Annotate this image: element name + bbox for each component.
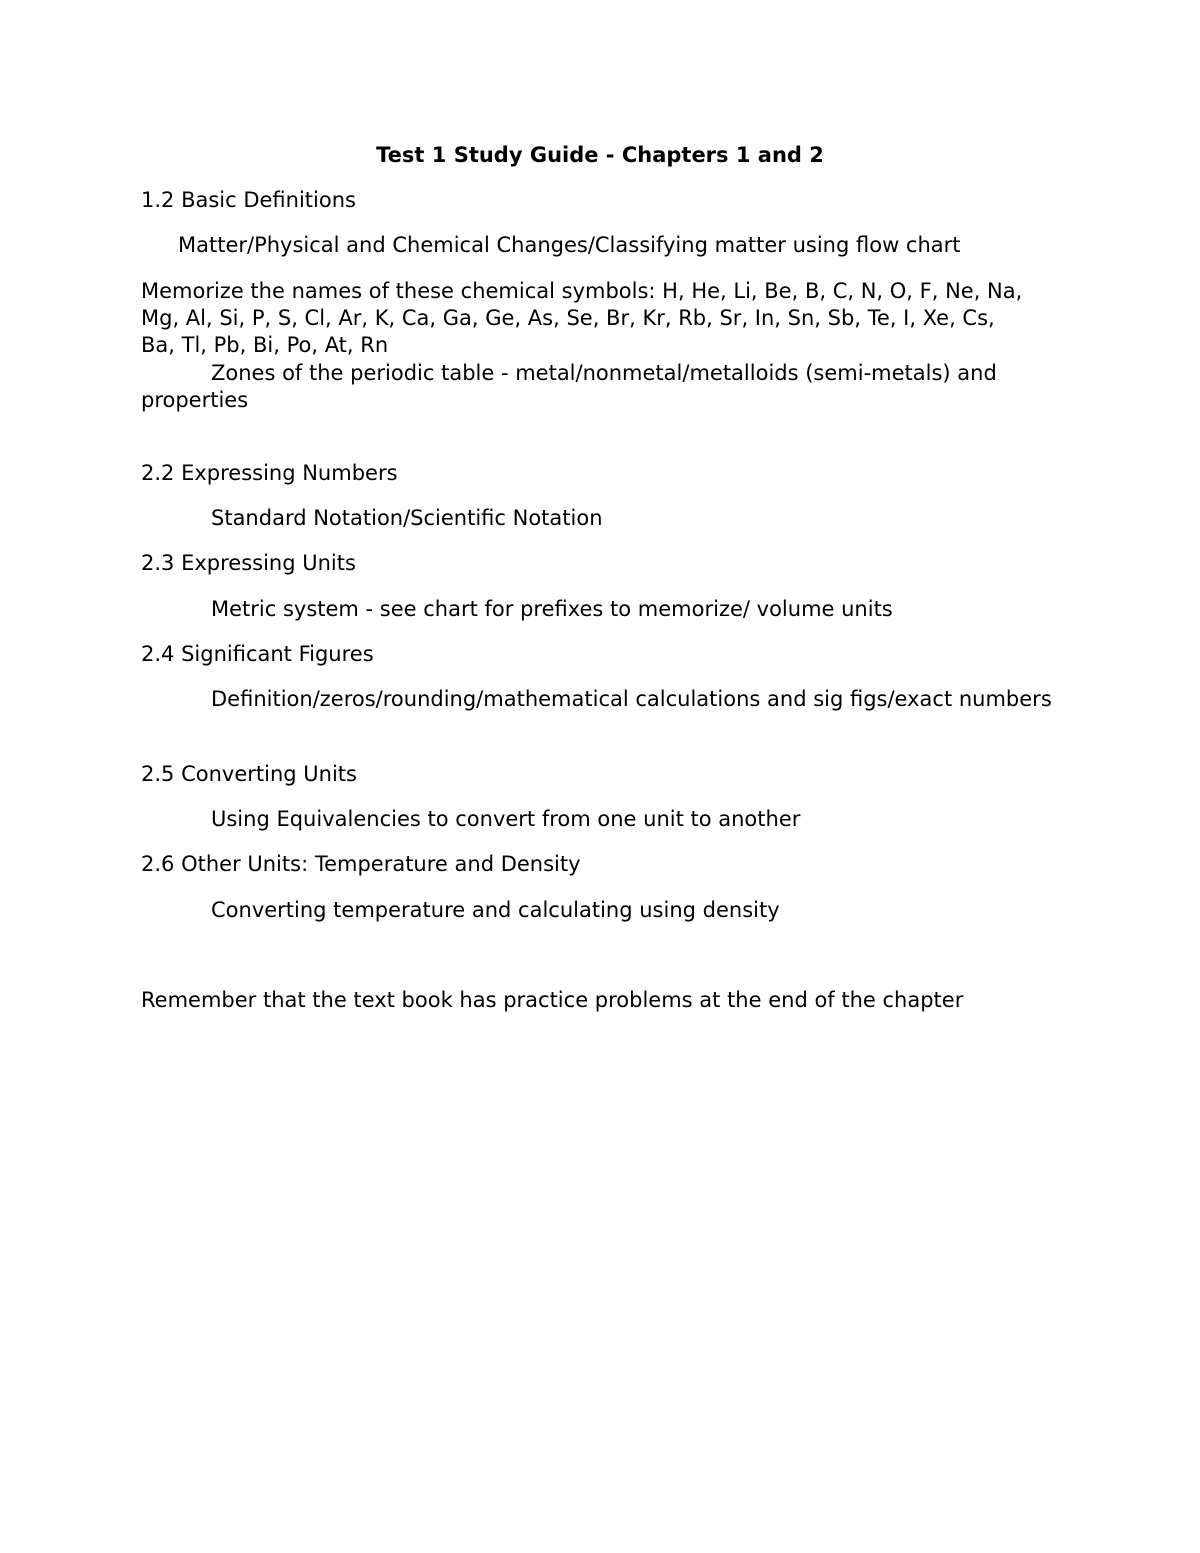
section-topics-expressing-numbers: Standard Notation/Scientific Notation (211, 506, 603, 530)
periodic-table-zones: Zones of the periodic table - metal/nonmetal/metalloids (semi-metals) and properties (141, 361, 997, 412)
section-topics-converting-units: Using Equivalencies to convert from one unit to another (211, 807, 801, 831)
closing-note: Remember that the text book has practice problems at the end of the chapter (141, 988, 964, 1012)
section-heading-expressing-units: 2.3 Expressing Units (141, 551, 356, 575)
section-topics-other-units: Converting temperature and calculating using density (211, 898, 780, 922)
section-topics-expressing-units: Metric system - see chart for prefixes to memorize/ volume units (211, 597, 893, 621)
memorize-symbols-line-2: Mg, Al, Si, P, S, Cl, Ar, K, Ca, Ga, Ge, As, Se, Br, Kr, Rb, Sr, In, Sn, Sb, Te, I, Xe, Cs, (141, 306, 995, 330)
section-topics-significant-figures: Definition/zeros/rounding/mathematical calculations and sig figs/exact numbers (211, 687, 1052, 711)
section-heading-expressing-numbers: 2.2 Expressing Numbers (141, 461, 398, 485)
section-topics-basic-definitions: Matter/Physical and Chemical Changes/Classifying matter using flow chart (178, 233, 961, 257)
document-title: Test 1 Study Guide - Chapters 1 and 2 (376, 143, 824, 167)
section-heading-other-units: 2.6 Other Units: Temperature and Density (141, 852, 581, 876)
memorize-symbols-line-3: Ba, Tl, Pb, Bi, Po, At, Rn (141, 333, 389, 357)
section-heading-significant-figures: 2.4 Significant Figures (141, 642, 374, 666)
section-heading-converting-units: 2.5 Converting Units (141, 762, 357, 786)
section-heading-basic-definitions: 1.2 Basic Definitions (141, 188, 356, 212)
memorize-symbols-line-1: Memorize the names of these chemical symbols: H, He, Li, Be, B, C, N, O, F, Ne, Na, (141, 279, 1023, 303)
